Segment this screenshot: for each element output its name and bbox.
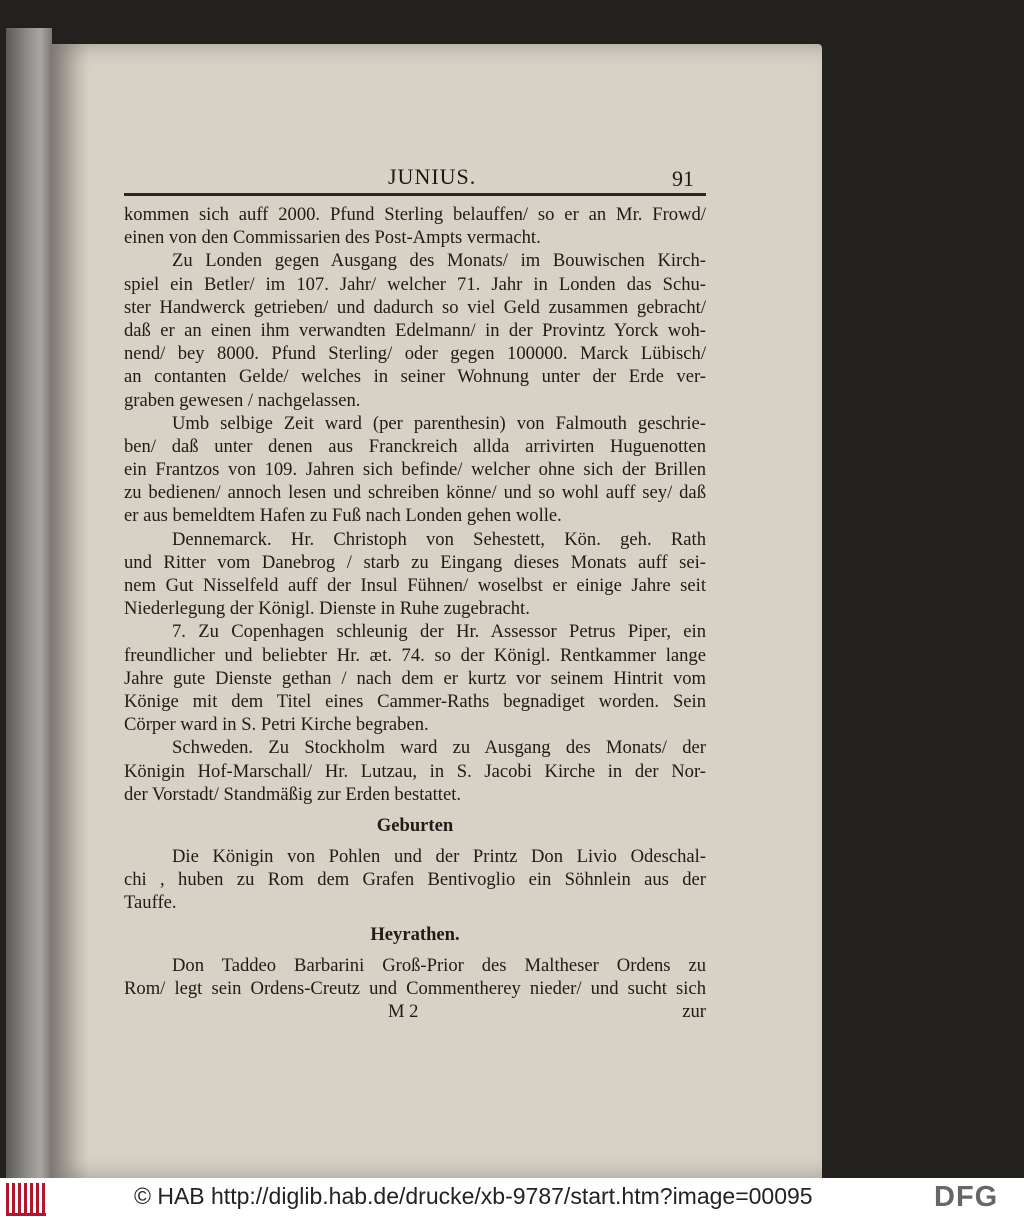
printer-signature: M 2 (388, 1001, 419, 1023)
births-paragraph (124, 845, 706, 915)
text-line: Tauffe. (124, 892, 177, 914)
signature-line (124, 1000, 706, 1023)
text-line: graben gewesen / nachgelassen. (124, 389, 361, 411)
hab-logo-icon (6, 1183, 46, 1216)
text-line: spiel ein Betler/ im 107. Jahr/ welcher 71. Jahr in Londen das Schu- (124, 273, 706, 295)
page-number: 91 (672, 166, 694, 191)
text-line: Umb selbige Zeit ward (per parenthesin) von Falmouth geschrie- (172, 412, 706, 434)
text-line: Königin Hof-Marschall/ Hr. Lutzau, in S. Jacobi Kirche in der Nor- (124, 760, 706, 782)
text-line: kommen sich auff 2000. Pfund Sterling belauffen/ so er an Mr. Frowd/ (124, 204, 706, 225)
copyright-link[interactable]: © HAB http://diglib.hab.de/drucke/xb-9787/start.htm?image=00095 (134, 1183, 813, 1209)
text-line: 7. Zu Copenhagen schleunig der Hr. Assessor Petrus Piper, ein (172, 621, 706, 643)
header-rule (124, 193, 706, 196)
text-line: Niederlegung der Königl. Dienste in Ruhe zugebracht. (124, 598, 530, 620)
marriages-paragraph (124, 954, 706, 1000)
text-line: ster Handwerck getrieben/ und dadurch so viel Geld zusammen gebracht/ (124, 296, 706, 318)
text-line: Zu Londen gegen Ausgang des Monats/ im Bouwischen Kirch- (172, 250, 706, 272)
text-line: ben/ daß unter denen aus Franckreich allda arrivirten Huguenotten (124, 435, 706, 457)
text-line: freundlicher und beliebter Hr. æt. 74. so der Königl. Rentkammer lange (124, 644, 706, 666)
text-line: chi , huben zu Rom dem Grafen Bentivoglio ein Söhnlein aus der (124, 869, 706, 891)
running-head: JUNIUS. (388, 164, 477, 189)
text-line: Jahre gute Dienste gethan / nach dem er kurtz vor seinem Hintrit vom (124, 667, 706, 689)
previous-page-edge (6, 28, 52, 1178)
text-line: zu bedienen/ annoch lesen und schreiben könne/ und so wohl auff sey/ daß (124, 482, 706, 504)
text-line: ein Frantzos von 109. Jahren sich befinde/ welcher ohne sich der Brillen (124, 459, 706, 481)
text-line: nem Gut Nisselfeld auff der Insul Fühnen/ woselbst er einige Jahre seit (124, 575, 706, 596)
viewer-footer (0, 1178, 1024, 1217)
dfg-logo: DFG (934, 1181, 999, 1213)
heading-births: Geburten (376, 814, 454, 836)
news-paragraphs (124, 203, 706, 806)
text-line: Schweden. Zu Stockholm ward zu Ausgang des Monats/ der (172, 737, 706, 759)
text-line: und Ritter vom Danebrog / starb zu Eingang dieses Monats auff sei- (124, 551, 706, 573)
text-line: Don Taddeo Barbarini Groß-Prior des Maltheser Ordens zu (172, 954, 706, 976)
text-line: an contanten Gelde/ welches in seiner Wohnung unter der Erde ver- (124, 366, 706, 388)
text-line: Könige mit dem Titel eines Cammer-Raths begnadiget worden. Sein (124, 690, 706, 712)
text-line: der Vorstadt/ Standmäßig zur Erden bestattet. (124, 783, 462, 805)
text-line: Die Königin von Pohlen und der Printz Don Livio Odeschal- (172, 846, 706, 868)
text-line: nend/ bey 8000. Pfund Sterling/ oder gegen 100000. Marck Lübisch/ (124, 343, 706, 365)
text-line: daß er an einen ihm verwandten Edelmann/ in der Provintz Yorck woh- (124, 319, 706, 341)
catchword: zur (682, 1001, 706, 1023)
page-gutter-shadow (50, 44, 90, 1178)
text-line: Cörper ward in S. Petri Kirche begraben. (124, 714, 429, 736)
text-line: Dennemarck. Hr. Christoph von Sehestett, Kön. geh. Rath (172, 528, 706, 550)
page-text (124, 203, 706, 1023)
text-line: er aus bemeldtem Hafen zu Fuß nach Londen gehen wolle. (124, 505, 562, 527)
heading-marriages: Heyrathen. (370, 923, 460, 945)
text-line: einen von den Commissarien des Post-Ampts vermacht. (124, 227, 541, 249)
text-line: Rom/ legt sein Ordens-Creutz und Commentherey nieder/ und sucht sich (124, 978, 706, 999)
